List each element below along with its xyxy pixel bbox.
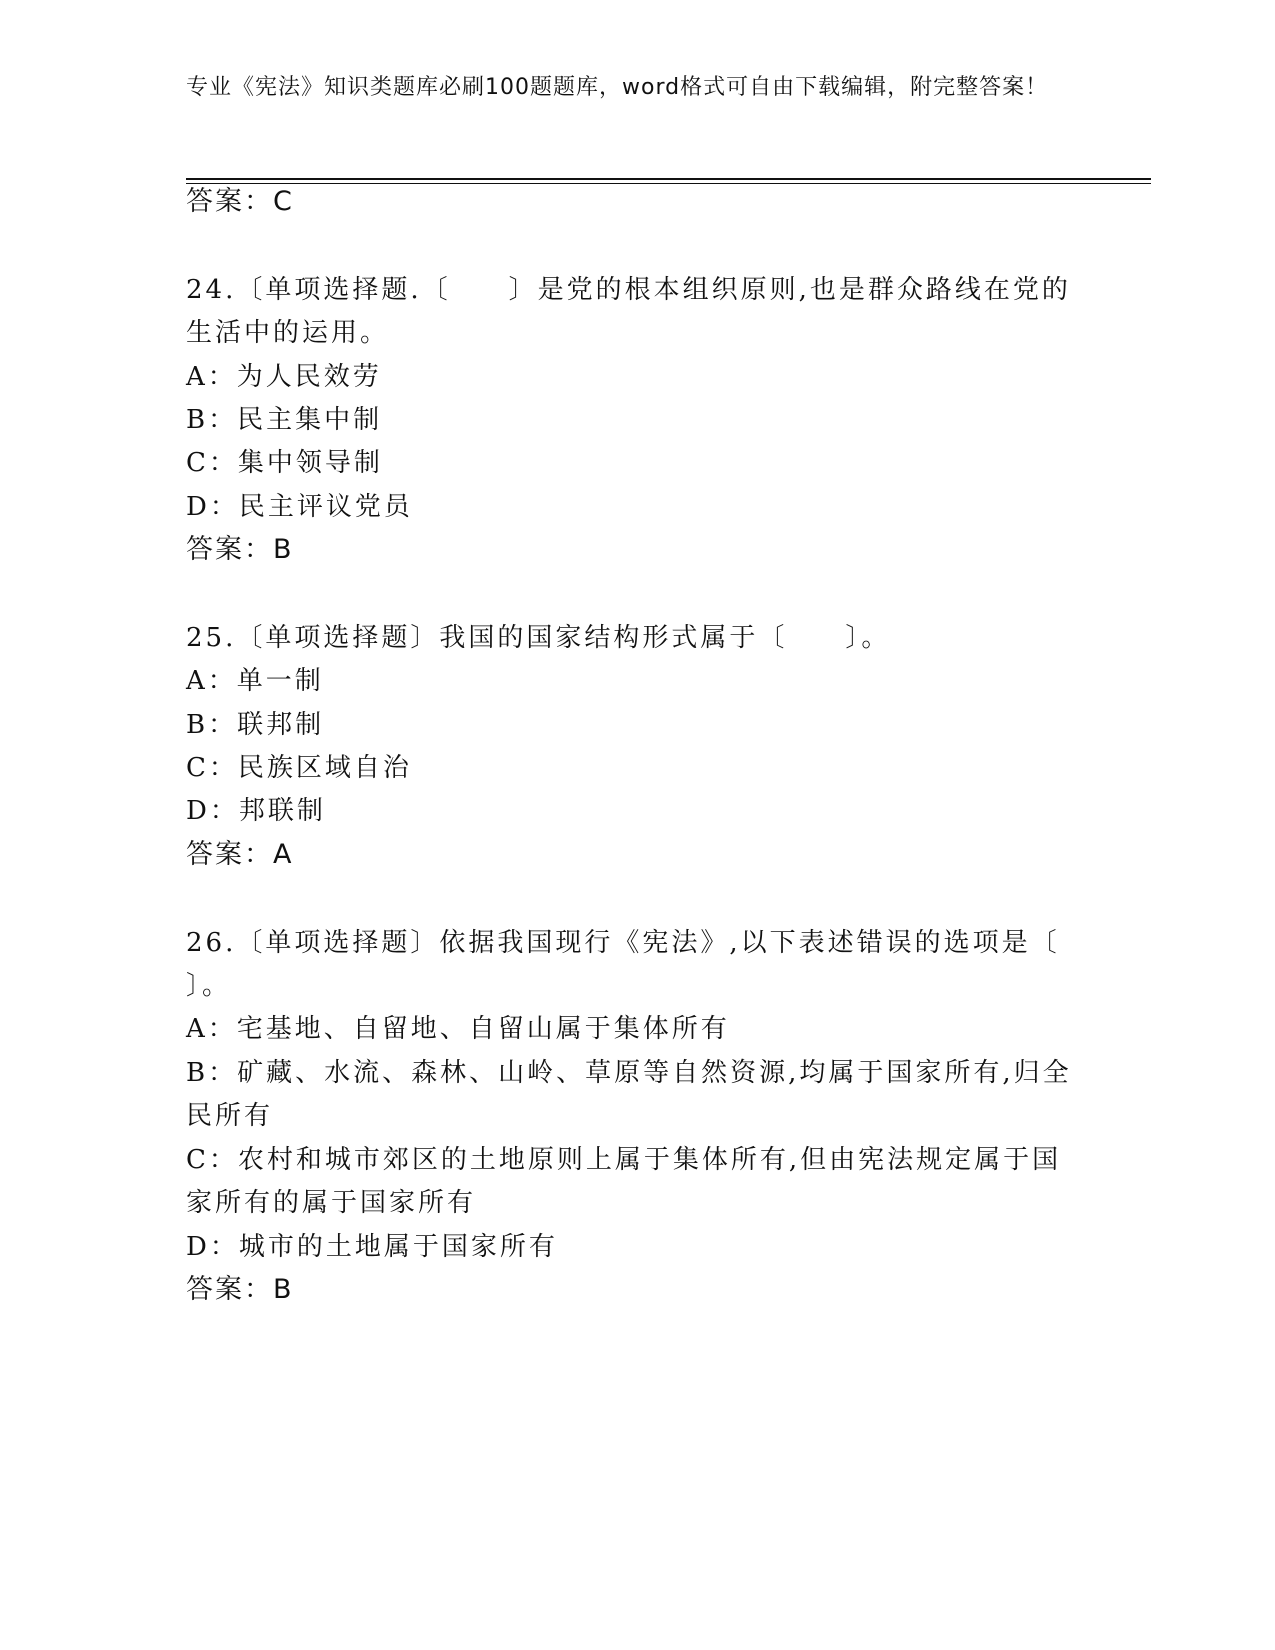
option-d: D：民主评议党员 [186, 492, 413, 522]
question-stem: 24.〔单项选择题.〔 〕是党的根本组织原则,也是群众路线在党的 [186, 275, 1071, 305]
option-a: A：宅基地、自留地、自留山属于集体所有 [186, 1014, 730, 1044]
option-d: D：邦联制 [186, 796, 326, 826]
question-stem: 26.〔单项选择题〕依据我国现行《宪法》,以下表述错误的选项是〔 [186, 928, 1060, 958]
option-a: A：为人民效劳 [186, 362, 382, 392]
header-rule-thin [186, 183, 1151, 184]
option-c: C：农村和城市郊区的土地原则上属于集体所有,但由宪法规定属于国 [186, 1145, 1062, 1175]
option-b: B：联邦制 [186, 710, 325, 740]
option-a: A：单一制 [186, 666, 324, 696]
question-stem: 生活中的运用。 [186, 318, 390, 348]
option-d: D：城市的土地属于国家所有 [186, 1232, 558, 1262]
answer-line: 答案：B [186, 534, 294, 565]
option-b: B：民主集中制 [186, 405, 383, 435]
option-b-continued: 民所有 [186, 1101, 274, 1131]
question-stem: 25.〔单项选择题〕我国的国家结构形式属于〔 〕。 [186, 623, 891, 653]
question-stem: 〕。 [186, 971, 232, 1001]
option-b: B：矿藏、水流、森林、山岭、草原等自然资源,均属于国家所有,归全 [186, 1058, 1072, 1088]
option-c-continued: 家所有的属于国家所有 [186, 1188, 477, 1218]
option-c: C：集中领导制 [186, 448, 383, 478]
header-rule-thick [186, 178, 1151, 180]
answer-line: 答案：A [186, 839, 294, 870]
option-c: C：民族区域自治 [186, 753, 412, 783]
answer-line: 答案：B [186, 1274, 294, 1305]
answer-line: 答案：C [186, 186, 294, 217]
page-header: 专业《宪法》知识类题库必刷100题题库，word格式可自由下载编辑，附完整答案！ [186, 75, 1049, 100]
